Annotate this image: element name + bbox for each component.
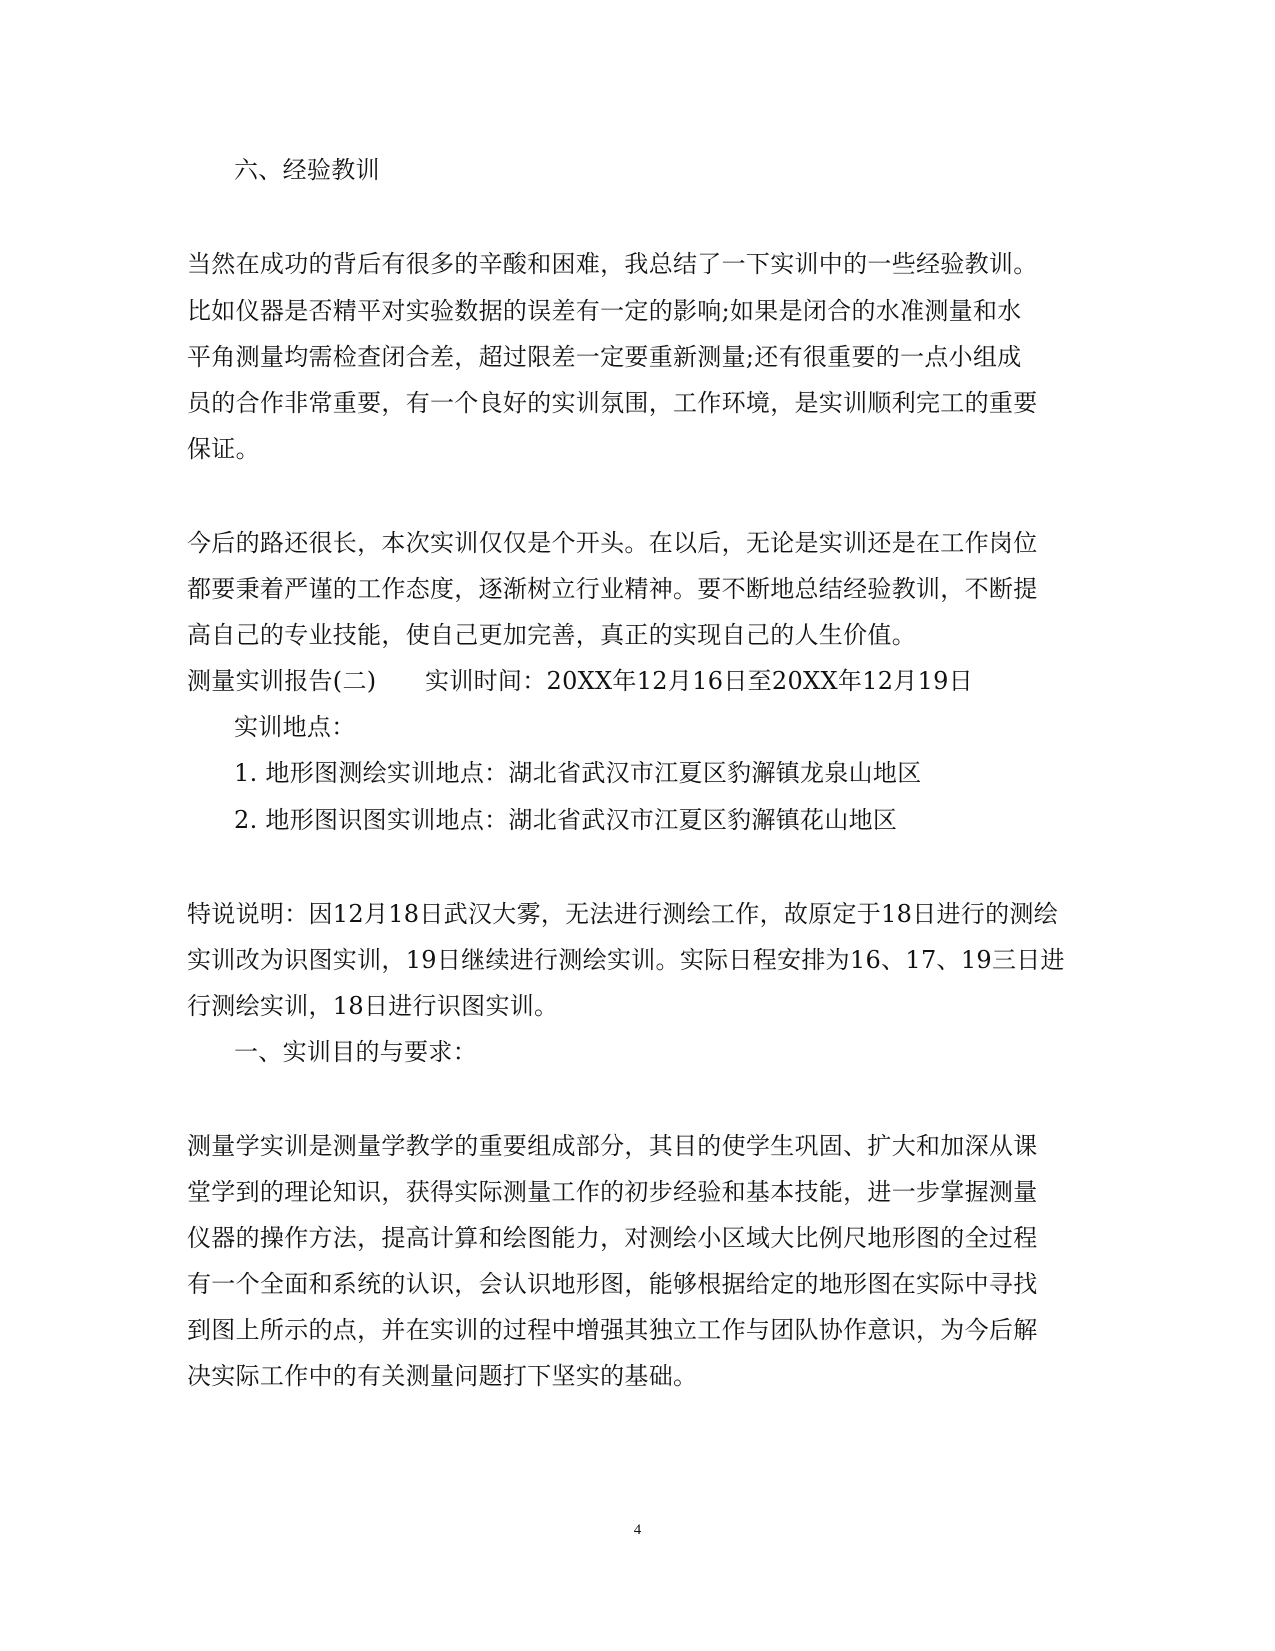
special-note-line: 实训改为识图实训，19日继续进行测绘实训。实际日程安排为16、17、19三日进 — [187, 946, 1065, 974]
paragraph-line: 比如仪器是否精平对实验数据的误差有一定的影响;如果是闭合的水准测量和水 — [187, 297, 1022, 325]
page-number: 4 — [633, 1522, 642, 1538]
paragraph-line: 今后的路还很长，本次实训仅仅是个开头。在以后，无论是实训还是在工作岗位 — [187, 529, 1038, 557]
paragraph-line: 员的合作非常重要，有一个良好的实训氛围，工作环境，是实训顺利完工的重要 — [187, 389, 1038, 417]
paragraph-line: 测量学实训是测量学教学的重要组成部分，其目的使学生巩固、扩大和加深从课 — [187, 1132, 1038, 1160]
section-six-heading: 六、经验教训 — [234, 156, 380, 184]
paragraph-line: 有一个全面和系统的认识，会认识地形图，能够根据给定的地形图在实际中寻找 — [187, 1270, 1038, 1298]
special-note-line: 特说说明：因12月18日武汉大雾，无法进行测绘工作，故原定于18日进行的测绘 — [187, 900, 1059, 928]
paragraph-line: 当然在成功的背后有很多的辛酸和困难，我总结了一下实训中的一些经验教训。 — [187, 250, 1038, 278]
section-one-heading: 一、实训目的与要求： — [234, 1038, 477, 1066]
paragraph-line: 平角测量均需检查闭合差，超过限差一定要重新测量;还有很重要的一点小组成 — [187, 343, 1022, 371]
paragraph-line: 堂学到的理论知识，获得实际测量工作的初步经验和基本技能，进一步掌握测量 — [187, 1178, 1038, 1206]
special-note-line: 行测绘实训，18日进行识图实训。 — [187, 992, 559, 1020]
paragraph-line: 高自己的专业技能，使自己更加完善，真正的实现自己的人生价值。 — [187, 621, 916, 649]
paragraph-line: 都要秉着严谨的工作态度，逐渐树立行业精神。要不断地总结经验教训，不断提 — [187, 575, 1038, 603]
paragraph-line: 仪器的操作方法，提高计算和绘图能力，对测绘小区域大比例尺地形图的全过程 — [187, 1224, 1038, 1252]
paragraph-line: 决实际工作中的有关测量问题打下坚实的基础。 — [187, 1362, 698, 1390]
location-item: 1. 地形图测绘实训地点：湖北省武汉市江夏区豹澥镇龙泉山地区 — [234, 759, 922, 787]
paragraph-line: 保证。 — [187, 435, 260, 463]
report-title-line: 测量实训报告(二) 实训时间：20XX年12月16日至20XX年12月19日 — [187, 667, 974, 695]
location-heading: 实训地点： — [234, 713, 356, 741]
paragraph-line: 到图上所示的点，并在实训的过程中增强其独立工作与团队协作意识，为今后解 — [187, 1316, 1038, 1344]
location-item: 2. 地形图识图实训地点：湖北省武汉市江夏区豹澥镇花山地区 — [234, 806, 898, 834]
